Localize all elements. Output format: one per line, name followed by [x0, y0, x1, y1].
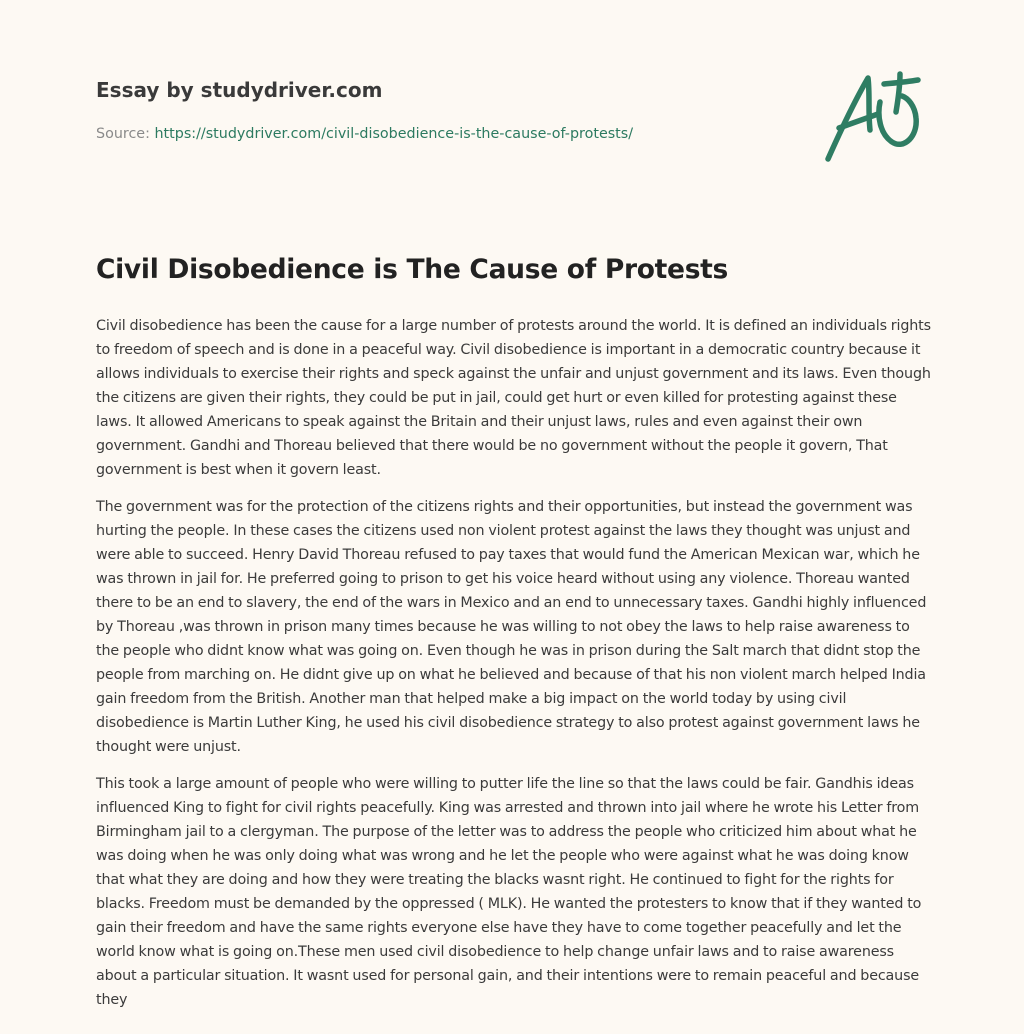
page-header	[96, 76, 796, 144]
essay-title: Civil Disobedience is The Cause of Protests	[96, 254, 729, 285]
essay-body	[96, 314, 932, 1025]
source-label: Source:	[96, 126, 155, 142]
essay-paragraph-3: This took a large amount of people who were willing to putter life the line so that the laws could be fair. Gandhis ideas influenced King to fight for civil rights peacefully. King was arrested and thrown into jail where he wrote his Letter from Birmingham jail to a clergyman. The purpose of the letter was to address the people who criticized him about what he was doing when he was only doing what was wrong and he let the people who were against what he was doing know that what they are doing and how they were treating the blacks wasnt right. He continued to fight for the rights for blacks. Freedom must be demanded by the oppressed ( MLK). He wanted the protesters to know that if they wanted to gain their freedom and have the same rights everyone else have they have to come together peacefully and let the world know what is going on.These men used civil disobedience to help change unfair laws and to raise awareness about a particular situation. It wasnt used for personal gain, and their intentions were to remain peaceful and because they	[96, 776, 922, 1008]
essay-paragraph-1: Civil disobedience has been the cause for a large number of protests around the world. It is defined an individuals rights to freedom of speech and is done in a peaceful way. Civil disobedience is important in a democratic country because it allows individuals to exercise their rights and speck against the unfair and unjust government and its laws. Even though the citizens are given their rights, they could be put in jail, could get hurt or even killed for protesting against these laws. It allowed Americans to speak against the Britain and their unjust laws, rules and even against their own government. Gandhi and Thoreau believed that there would be no government without the people it govern, That government is best when it govern least.	[96, 318, 931, 478]
source-link[interactable]: https://studydriver.com/civil-disobedience-is-the-cause-of-protests/	[154, 126, 634, 142]
a-plus-logo-icon	[818, 64, 930, 168]
essay-paragraph-2: The government was for the protection of the citizens rights and their opportunities, but instead the government was hurting the people. In these cases the citizens used non violent protest against the laws they thought was unjust and were able to succeed. Henry David Thoreau refused to pay taxes that would fund the American Mexican war, which he was thrown in jail for. He preferred going to prison to get his voice heard without using any violence. Thoreau wanted there to be an end to slavery, the end of the wars in Mexico and an end to unnecessary taxes. Gandhi highly influenced by Thoreau ,was thrown in prison many times because he was willing to not obey the laws to help raise awareness to the people who didnt know what was going on. Even though he was in prison during the Salt march that didnt stop the people from marching on. He didnt give up on what he believed and because of that his non violent march helped India gain freedom from the British. Another man that helped make a big impact on the world today by using civil disobedience is Martin Luther King, he used his civil disobedience strategy to also protest against government laws he thought were unjust.	[96, 499, 927, 755]
a-plus-logo	[818, 64, 930, 168]
brand-title: Essay by studydriver.com	[96, 78, 383, 102]
source-line	[96, 124, 796, 144]
